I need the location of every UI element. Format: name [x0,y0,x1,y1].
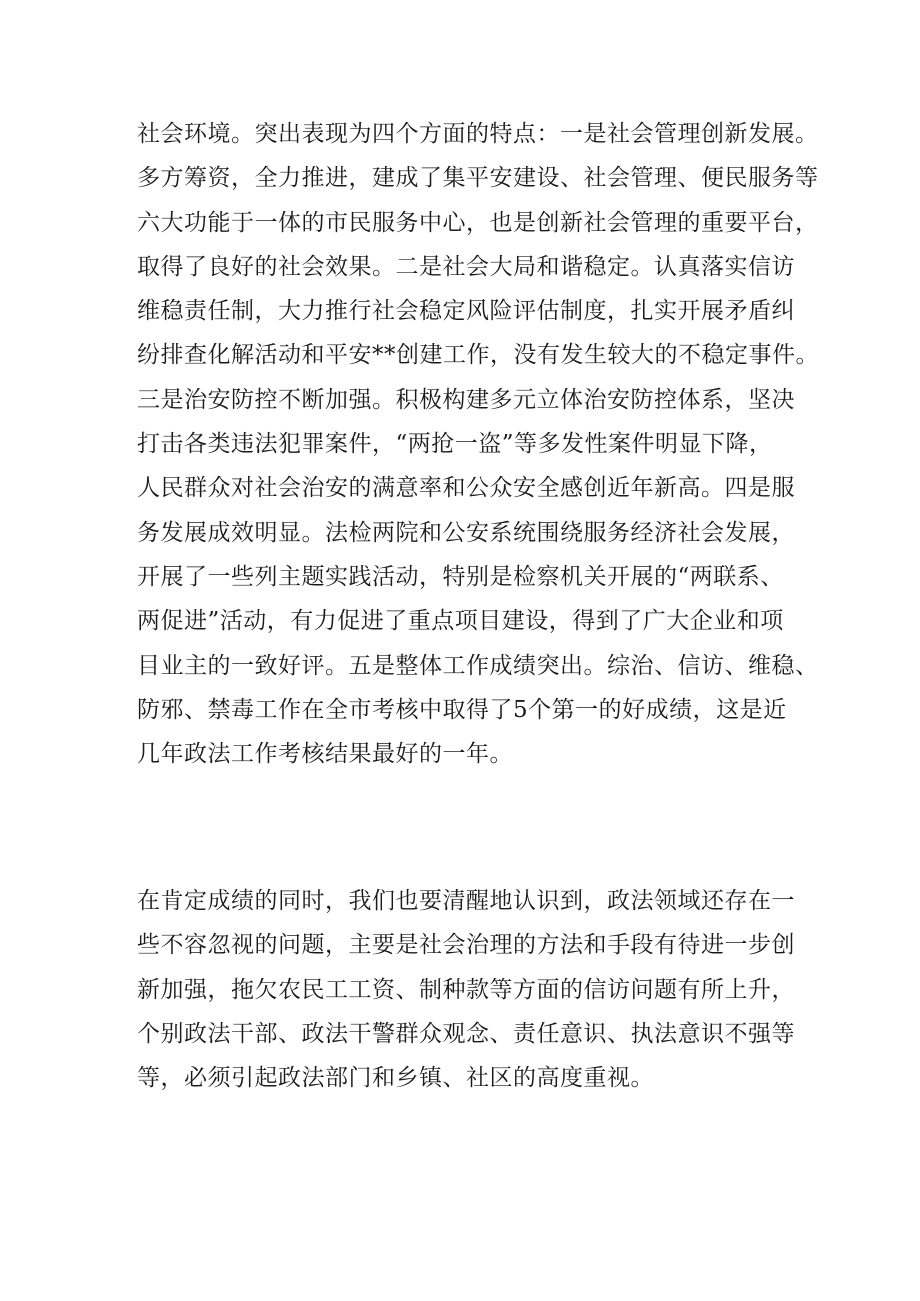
paragraph-problems [137,879,817,1100]
text-line: 两促进”活动，有力促进了重点项目建设，得到了广大企业和项 [137,608,784,635]
text-line: 新加强，拖欠农民工工资、制种款等方面的信访问题有所上升， [137,976,795,1003]
text-line: 个别政法干部、政法干警群众观念、责任意识、执法意识不强等 [137,1020,795,1047]
text-line: 等，必须引起政法部门和乡镇、社区的高度重视。 [137,1065,654,1092]
text-line: 社会环境。突出表现为四个方面的特点：一是社会管理创新发展。 [137,121,819,147]
text-line: 六大功能于一体的市民服务中心，也是创新社会管理的重要平台， [137,209,819,236]
text-line: 开展了一些列主题实践活动，特别是检察机关开展的“两联系、 [137,563,784,590]
text-line: 人民群众对社会治安的满意率和公众安全感创近年新高。四是服 [137,475,795,502]
text-line: 些不容忽视的问题，主要是社会治理的方法和手段有待进一步创 [137,932,795,959]
text-line: 纷排查化解活动和平安**创建工作，没有发生较大的不稳定事件。 [137,342,819,369]
text-line: 几年政法工作考核结果最好的一年。 [137,741,513,768]
paragraph-achievements [137,112,817,776]
text-line: 打击各类违法犯罪案件，“两抢一盗”等多发性案件明显下降， [137,431,773,458]
text-line: 维稳责任制，大力推行社会稳定风险评估制度，扎实开展矛盾纠 [137,298,795,325]
text-line: 取得了良好的社会效果。二是社会大局和谐稳定。认真落实信访 [137,253,795,280]
text-line: 务发展成效明显。法检两院和公安系统围绕服务经济社会发展， [137,519,795,546]
text-line: 防邪、禁毒工作在全市考核中取得了5个第一的好成绩，这是近 [137,696,787,723]
text-line: 目业主的一致好评。五是整体工作成绩突出。综治、信访、维稳、 [137,652,819,679]
text-line: 三是治安防控不断加强。积极构建多元立体治安防控体系，坚决 [137,386,795,413]
text-line: 多方筹资，全力推进，建成了集平安建设、社会管理、便民服务等 [137,165,819,192]
text-line: 在肯定成绩的同时，我们也要清醒地认识到，政法领域还存在一 [137,888,795,914]
